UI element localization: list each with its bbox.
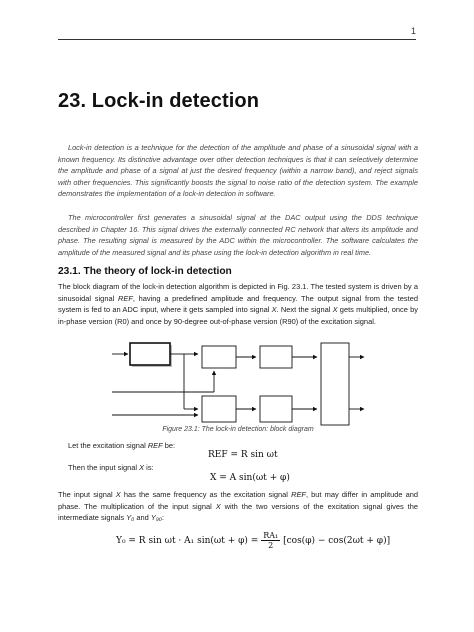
equation-x: X = A sin(ωt + φ) xyxy=(210,473,290,483)
let-signal-line: Let the excitation signal REF be: xyxy=(68,441,176,450)
ref-term: REF xyxy=(117,293,133,303)
multiplier-block-lower xyxy=(202,396,236,422)
ref-term: REF xyxy=(291,490,306,499)
then-signal-line: Then the input signal X is: xyxy=(68,463,154,472)
abstract-paragraph-1: Lock-in detection is a technique for the detection of the amplitude and phase of a sinusoidal signal with a known frequency. Its distinctive advantage over other detection techniques is that it can selectively determine the amplitude and phase of a signal at just the desired frequency (within a narrow band), and reject signals with other frequencies. This significantly boosts the signal to noise ratio of the detection system. The example demonstrates the implementation of a lock-in detection in software. xyxy=(58,143,418,199)
x-term: X xyxy=(215,501,221,511)
section-title: 23.1. The theory of lock-in detection xyxy=(58,266,232,277)
x-term: X xyxy=(139,463,145,472)
abstract-paragraph-2: The microcontroller first generates a sinusoidal signal at the DAC output using the DDS technique described in Chapter 16. This signal drives the externally connected RC network that alters its amplitude and phase. The resulting signal is measured by the ADC within the microcontroller. The software calculates the amplitude of the measured signal and its phase using the lock-in detection algorithm in real time. xyxy=(58,213,418,257)
multiplier-block-upper xyxy=(202,346,236,368)
x-term: X xyxy=(332,305,338,315)
tested-system-block xyxy=(130,343,170,365)
fraction: $\frac{\text{RA₁}}{2}$ xyxy=(263,531,279,550)
block-diagram xyxy=(112,340,366,426)
figure-caption: Figure 23.1: The lock-in detection: block diagram xyxy=(162,426,314,433)
equation-y0: Y₀ = R sin ωt · A₁ sin(ωt + φ) = $\frac{\text{RA₁}}{2}$ [cos(φ) − cos(2ωt + φ)] xyxy=(116,531,391,550)
filter-block-lower xyxy=(260,396,292,422)
ref-term: REF xyxy=(147,441,163,450)
section-paragraph-3: The input signal X has the same frequency as the excitation signal REF, but may differ in amplitude and phase. The multiplication of the input signal X with the two versions of the excitation signal gives the intermediate signals Y₀ and Y₉₀: xyxy=(58,490,419,523)
filter-block-upper xyxy=(260,346,292,368)
y90-term: Y₉₀ xyxy=(150,513,162,523)
x-term: X xyxy=(115,490,121,499)
equation-ref: REF = R sin ωt xyxy=(208,450,278,460)
page-number: 1 xyxy=(410,26,416,36)
chapter-title: 23. Lock-in detection xyxy=(58,90,260,112)
calculation-block xyxy=(321,343,349,425)
header-rule xyxy=(58,39,416,40)
x-term: X xyxy=(271,305,277,315)
y0-term: Y₀ xyxy=(126,513,135,523)
section-paragraph-1: The block diagram of the lock-in detection algorithm is depicted in Fig. 23.1. The tested system is driven by a sinusoidal signal REF, having a predefined amplitude and frequency. The output signal from the tested system is fed to an ADC input, where it gets sampled into signal X. Next the signal X gets multiplied, once by in-phase version (R0) and once by 90-degree out-of-phase version (R90) of the excitation signal. xyxy=(58,282,418,326)
